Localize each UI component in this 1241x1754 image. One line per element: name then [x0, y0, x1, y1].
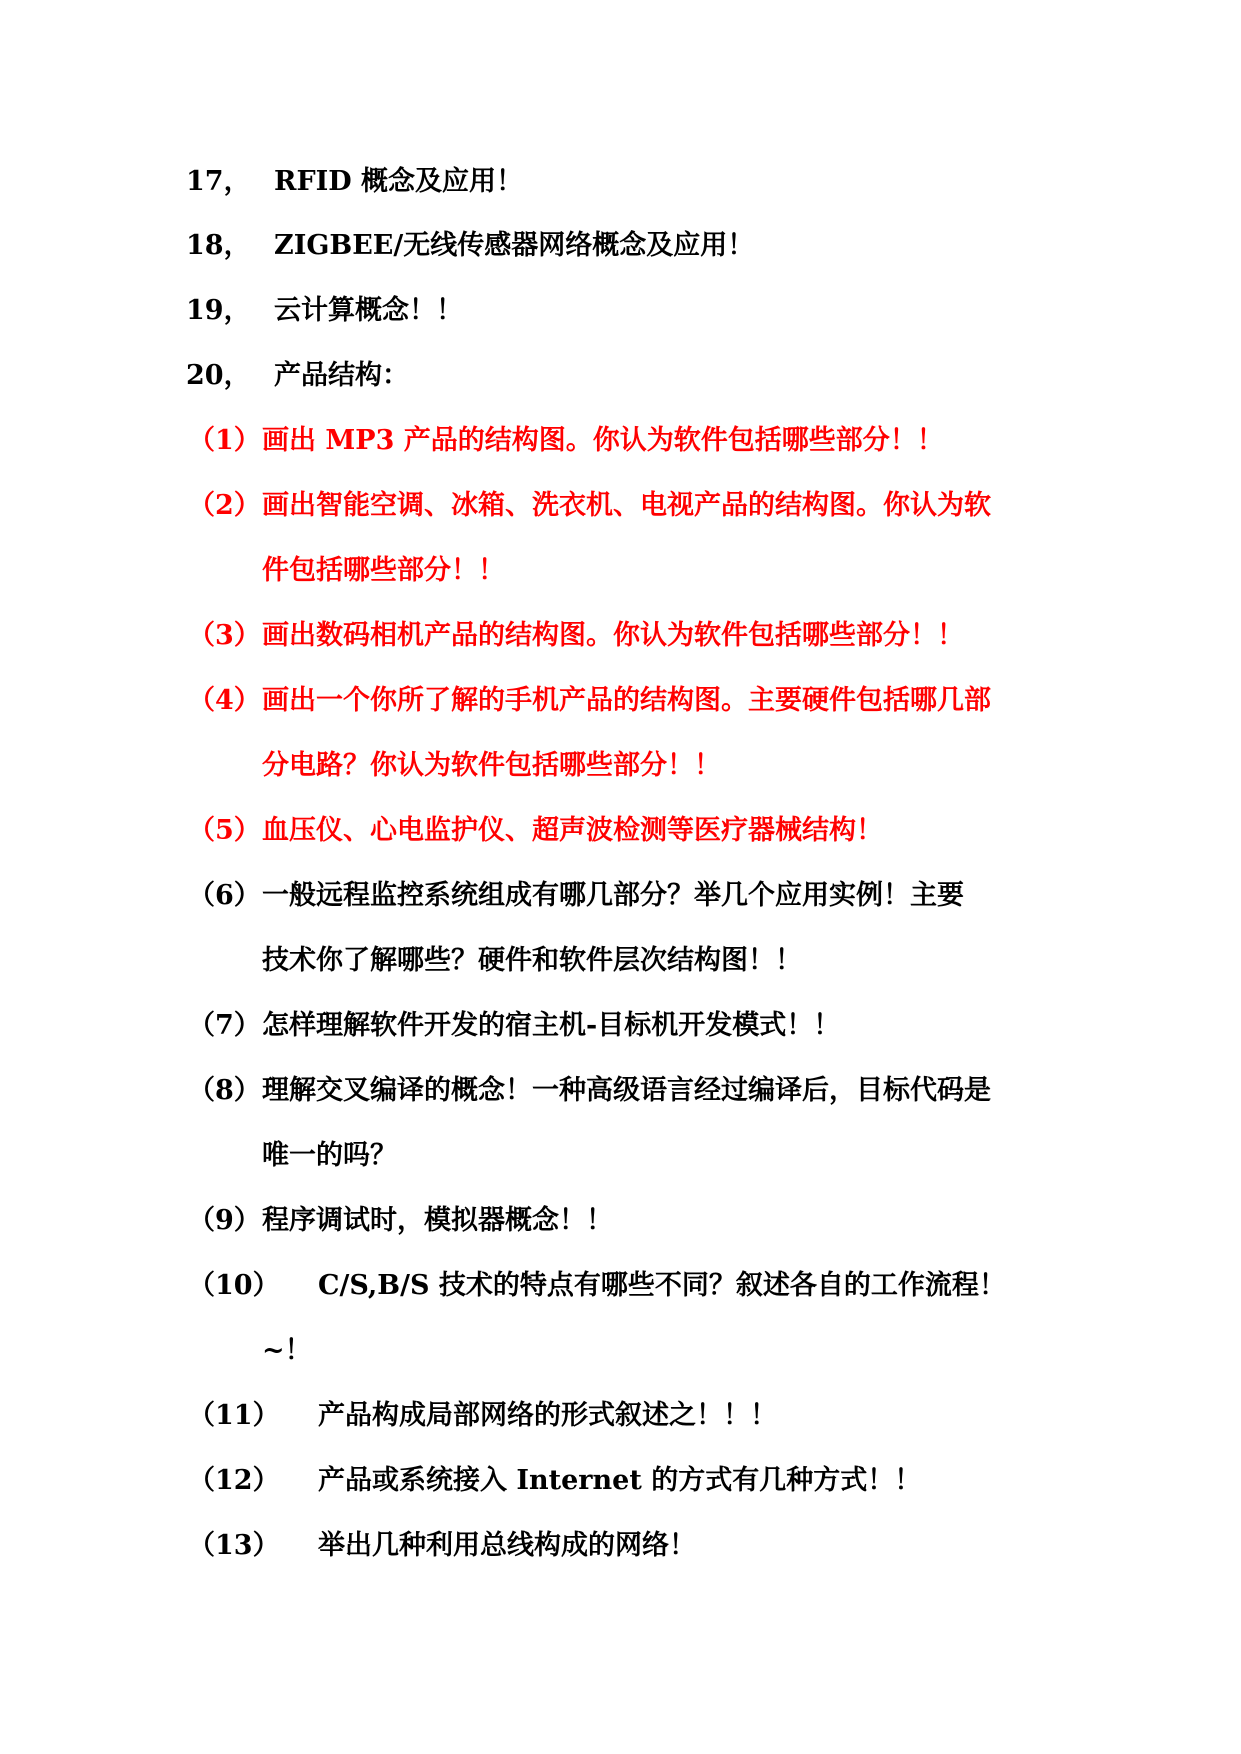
- sub-item-number: （12）: [188, 1465, 280, 1496]
- sub-item-number: （10）: [188, 1270, 280, 1301]
- sub-item-number: （8）: [188, 1075, 261, 1106]
- item-text: 云计算概念！！: [274, 295, 463, 326]
- item-number: 19，: [186, 295, 251, 326]
- sub-item-text: 画出智能空调、冰箱、洗衣机、电视产品的结构图。你认为软: [262, 490, 991, 521]
- sub-item-text: 画出数码相机产品的结构图。你认为软件包括哪些部分！！: [262, 620, 964, 651]
- sub-item-number: （2）: [188, 490, 261, 521]
- sub-item-text: 产品或系统接入 Internet 的方式有几种方式！！: [318, 1465, 922, 1496]
- item-text: 产品结构：: [274, 360, 409, 391]
- item-number: 18，: [186, 230, 251, 261]
- item-number: 20，: [186, 360, 251, 391]
- sub-item-text: 产品构成局部网络的形式叙述之！！！: [318, 1400, 777, 1431]
- item-number: 17，: [186, 166, 251, 197]
- sub-item-text: 血压仪、心电监护仪、超声波检测等医疗器械结构！: [262, 815, 883, 846]
- sub-item-number: （5）: [188, 815, 261, 846]
- item-text: RFID 概念及应用！: [274, 166, 524, 197]
- sub-item-8-continuation: 唯一的吗？: [262, 1140, 397, 1171]
- sub-item-text: 画出一个你所了解的手机产品的结构图。主要硬件包括哪几部: [262, 685, 991, 716]
- sub-item-text: C/S,B/S 技术的特点有哪些不同？叙述各自的工作流程！: [318, 1270, 1006, 1301]
- sub-item-number: （11）: [188, 1400, 280, 1431]
- sub-item-number: （4）: [188, 685, 261, 716]
- sub-item-text: 怎样理解软件开发的宿主机-目标机开发模式！！: [262, 1010, 841, 1041]
- sub-item-text: 程序调试时，模拟器概念！！: [262, 1205, 613, 1236]
- sub-item-number: （1）: [188, 425, 261, 456]
- sub-item-text: 举出几种利用总线构成的网络！: [318, 1530, 696, 1561]
- sub-item-text: 理解交叉编译的概念！一种高级语言经过编译后，目标代码是: [262, 1075, 991, 1106]
- sub-item-6-continuation: 技术你了解哪些？硬件和软件层次结构图！！: [262, 945, 802, 976]
- sub-item-text: 画出 MP3 产品的结构图。你认为软件包括哪些部分！！: [262, 425, 944, 456]
- sub-item-10-continuation: ~！: [262, 1335, 312, 1366]
- sub-item-number: （9）: [188, 1205, 261, 1236]
- sub-item-number: （13）: [188, 1530, 280, 1561]
- sub-item-number: （3）: [188, 620, 261, 651]
- sub-item-text: 一般远程监控系统组成有哪几部分？举几个应用实例！主要: [262, 880, 964, 911]
- sub-item-number: （7）: [188, 1010, 261, 1041]
- item-text: ZIGBEE/无线传感器网络概念及应用！: [274, 230, 755, 261]
- sub-item-2-continuation: 件包括哪些部分！！: [262, 555, 505, 586]
- sub-item-number: （6）: [188, 880, 261, 911]
- sub-item-4-continuation: 分电路？你认为软件包括哪些部分！！: [262, 750, 721, 781]
